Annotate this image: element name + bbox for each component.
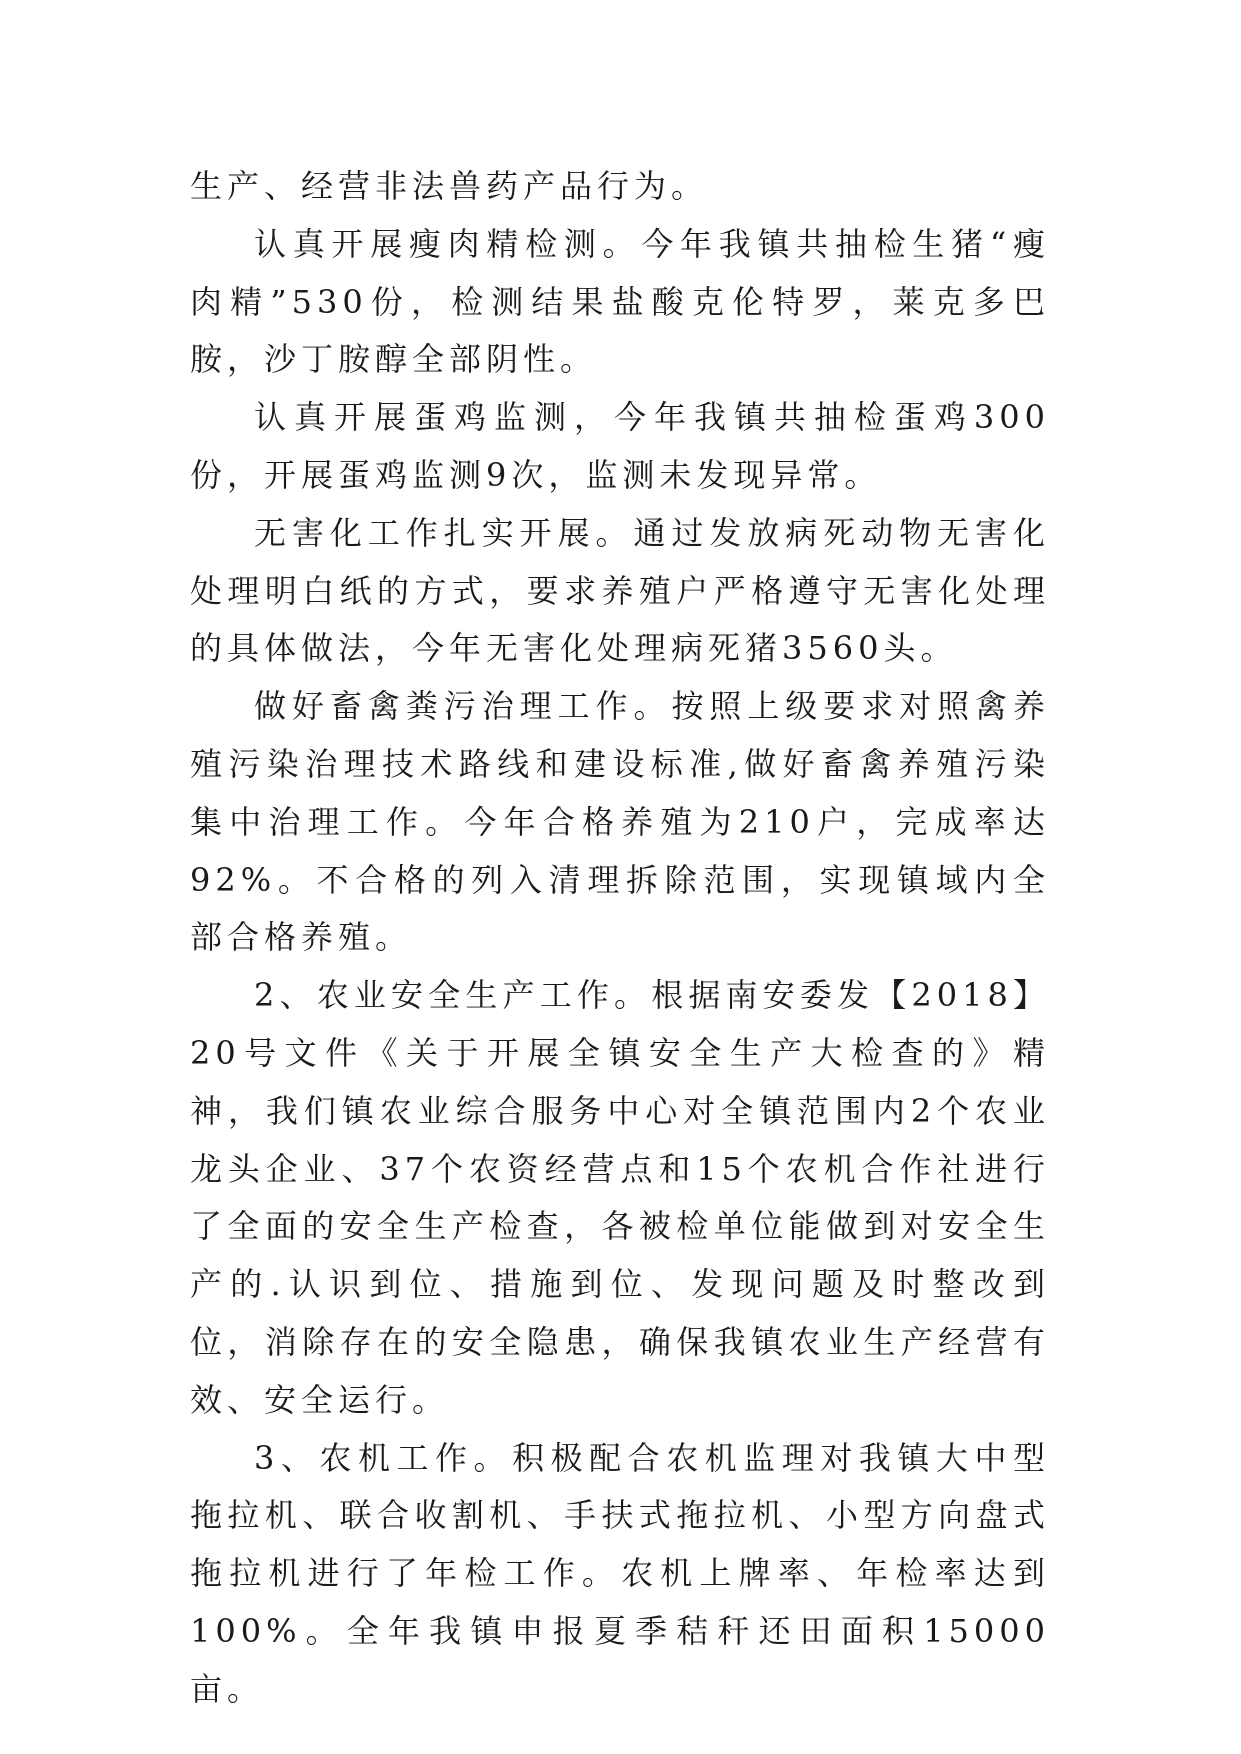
- paragraph-manure-treatment: 做好畜禽粪污治理工作。按照上级要求对照禽养殖污染治理技术路线和建设标准,做好畜禽养殖污染集中治理工作。今年合格养殖为210户，完成率达92%。不合格的列入清理拆除范围，实现镇域内全部合格养殖。: [190, 687, 1050, 957]
- paragraph-harmless-treatment: 无害化工作扎实开展。通过发放病死动物无害化处理明白纸的方式，要求养殖户严格遵守无害化处理的具体做法，今年无害化处理病死猪3560头。: [190, 513, 1050, 668]
- paragraph-lean-meat-testing: 认真开展瘦肉精检测。今年我镇共抽检生猪“瘦肉精”530份，检测结果盐酸克伦特罗，莱克多巴胺，沙丁胺醇全部阴性。: [190, 224, 1050, 379]
- paragraph-agri-machinery: 3、农机工作。积极配合农机监理对我镇大中型拖拉机、联合收割机、手扶式拖拉机、小型方向盘式拖拉机进行了年检工作。农机上牌率、年检率达到100%。全年我镇申报夏季秸秆还田面积15000亩。: [190, 1438, 1050, 1708]
- document-body: [190, 158, 1050, 1719]
- paragraph-continuation: 生产、经营非法兽药产品行为。: [190, 167, 709, 205]
- paragraph-agri-safety: 2、农业安全生产工作。根据南安委发【2018】20号文件《关于开展全镇安全生产大检查的》精神，我们镇农业综合服务中心对全镇范围内2个农业龙头企业、37个农资经营点和15个农机合作社进行了全面的安全生产检查，各被检单位能做到对安全生产的.认识到位、措施到位、发现问题及时整改到位，消除存在的安全隐患，确保我镇农业生产经营有效、安全运行。: [190, 976, 1050, 1419]
- paragraph-laying-hen-monitoring: 认真开展蛋鸡监测，今年我镇共抽检蛋鸡300份，开展蛋鸡监测9次，监测未发现异常。: [190, 398, 1050, 494]
